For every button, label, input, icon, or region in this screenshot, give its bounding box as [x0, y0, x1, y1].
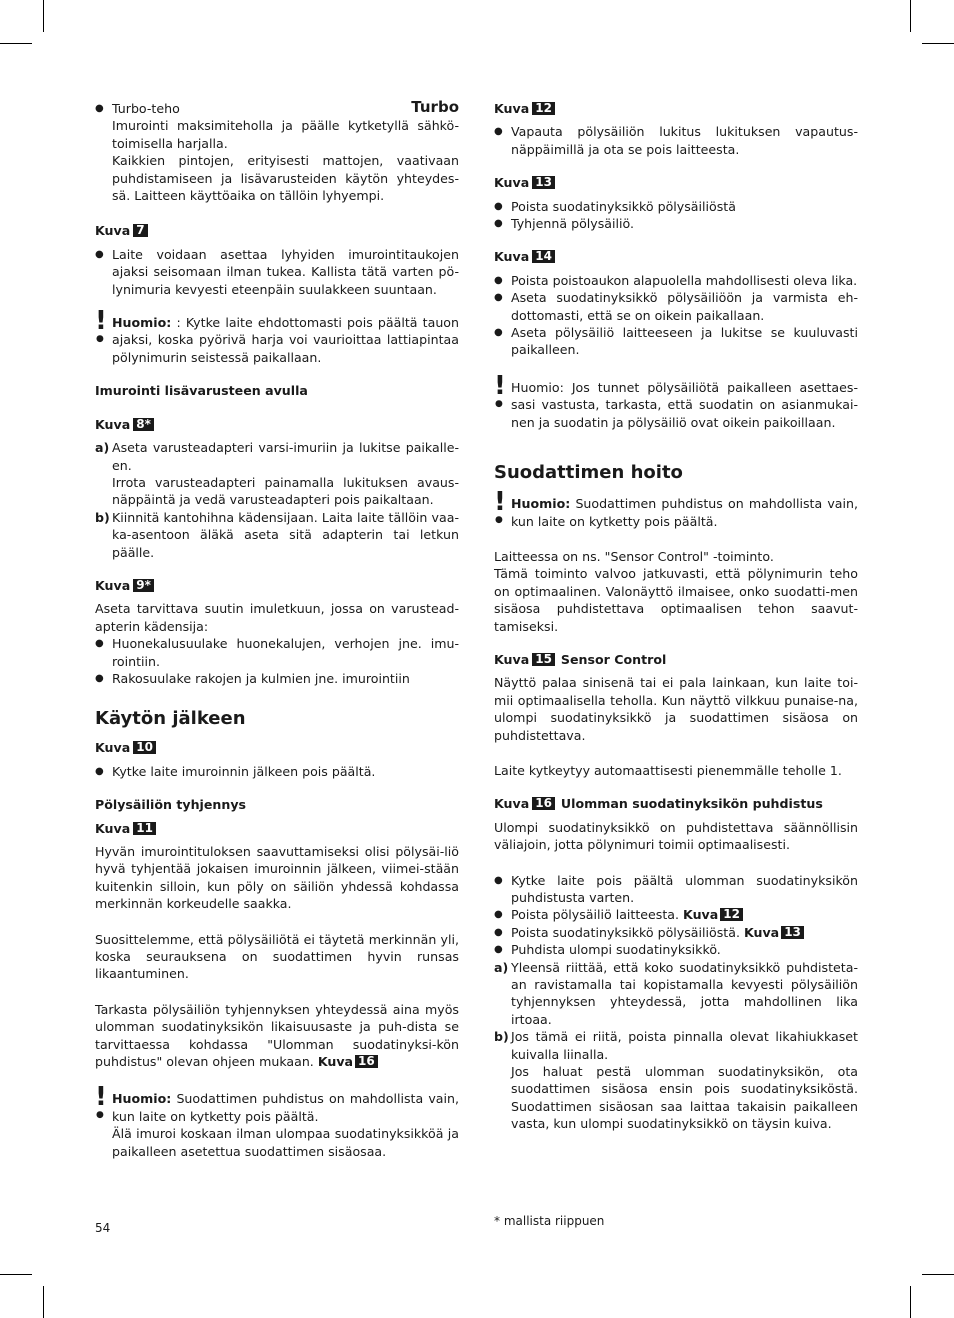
list-item: ● Poista pölysäiliö laitteesta. Kuva 12: [494, 906, 858, 923]
crop-mark: [43, 0, 44, 32]
paragraph: Kaikkien pintojen, erityisesti mattojen, vaativaan puhdistamiseen ja lisävarusteiden käytön yhteydes-sä. Laitteen käyttöaika on tällöin lyhyempi.: [112, 153, 459, 204]
bullet-dot-icon: ●: [96, 1110, 104, 1121]
list-item: ● Puhdista ulompi suodatinyksikkö.: [494, 941, 858, 958]
list-item: ● Poista suodatinyksikkö pölysäiliöstä. Kuva 13: [494, 924, 858, 941]
paragraph: Suosittelemme, että pölysäiliötä ei täytetä merkinnän yli, koska seurauksena on suodattimen hyvin runsas likaantuminen.: [95, 931, 459, 982]
crop-mark: [922, 1274, 954, 1275]
exclamation-icon: !: [95, 306, 107, 337]
paragraph: Laite kytkeytyy automaattisesti pienemmälle teholle 1.: [494, 762, 842, 778]
turbo-section: [95, 100, 459, 204]
step-b: b) Kiinnitä kantohihna kädensijaan. Laita laite tällöin vaa-ka-asentoon äläkä aseta sitä adapterin tai letkun päälle.: [95, 509, 459, 560]
warning-note: ! ● Huomio: Jos tunnet pölysäiliötä paikalleen asettaes-sasi vastusta, tarkasta, että suodatin on asianmukai-nen ja suodatin ja pölysäiliö ovat oikein paikoillaan.: [494, 370, 858, 430]
figure-ref-14: Kuva 14: [494, 248, 858, 265]
step-a: a) Yleensä riittää, että koko suodatinyksikkö puhdisteta-an ravistamalla tai kopistamalla kevyesti pölysäiliön tyhjennyksen yhteydessä, jotta mahdollinen lika irtoaa.: [494, 959, 858, 1027]
footnote: * mallista riippuen: [494, 1214, 605, 1228]
paragraph: Aseta tarvittava suutin imuletkuun, jossa on varustead-apterin kädensija:: [95, 601, 459, 634]
exclamation-icon: !: [494, 487, 506, 518]
step-a: a) Aseta varusteadapteri varsi-imuriin ja lukitse paikalle-en. Irrota varusteadapteri painamalla lukituksen avaus-näppäintä ja vedä varusteadapteri pois paikaltaan.: [95, 440, 459, 508]
list-item: ● Tyhjennä pölysäiliö.: [494, 215, 858, 232]
figure-ref-8: Kuva 8*: [95, 416, 459, 433]
list-item: ● Aseta pölysäiliö laitteeseen ja lukitse se kuuluvasti paikalleen.: [494, 324, 858, 359]
warning-note: ! ● Huomio: Suodattimen puhdistus on mahdollista vain, kun laite on kytketty pois päältä. Älä imuroi koskaan ilman ulompaa suodatinyksikköä ja paikalleen asetettua suodattimen sisäosaa.: [95, 1082, 459, 1159]
turbo-tag: Turbo: [411, 98, 459, 116]
paragraph: Hyvän imurointituloksen saavuttamiseksi olisi pölysäi-liö hyvä tyhjentää jokaisen imuroinnin jälkeen, viimei-stään kuitenkin silloin, kun pöly on säiliön yhdessä kohdassa merkinnän korkeudelle saakka.: [95, 844, 459, 912]
warning-note: ! ● Huomio: : Kytke laite ehdottomasti pois päältä tauon ajaksi, koska pyörivä harja voi vaurioittaa lattiapintaa pölynimurin seistessä paikallaan.: [95, 306, 459, 365]
paragraph: Ulompi suodatinyksikkö on puhdistettava säännöllisin väliajoin, jotta pölynimuri toimii optimaalisesti.: [494, 819, 858, 853]
figure-ref-10: Kuva 10: [95, 739, 459, 756]
list-item: ● Poista suodatinyksikkö pölysäiliöstä: [494, 198, 858, 215]
figure-ref-9: Kuva 9*: [95, 577, 459, 594]
list-item: ● Kytke laite pois päältä ulomman suodatinyksikön puhdistusta varten.: [494, 872, 858, 907]
paragraph: Näyttö palaa sinisenä tai ei pala lainkaan, kun laite toi-mii optimaalisella teholla. Kun näyttö vilkkuu punaise-na, ulompi suodatinyksikkö ja suodattimen sisäosa on puhdistettava.: [494, 675, 858, 743]
list-item: ● Rakosuulake rakojen ja kulmien jne. imurointiin: [95, 670, 459, 687]
paragraph: Tämä toiminto valvoo jatkuvasti, että pölynimurin teho on optimaalinen. Valonäyttö ilmaisee, onko suodatti-men sisäosa puhdistettava optimaalisen tehon saavut-tamiseksi.: [494, 566, 858, 634]
crop-mark: [910, 0, 911, 32]
paragraph: Imurointi maksimiteholla ja päälle kytketyllä sähkö-toimisella harjalla.: [112, 118, 459, 151]
right-column: [494, 100, 858, 1133]
bullet-dot-icon: ●: [96, 334, 104, 345]
exclamation-icon: !: [95, 1082, 107, 1113]
list-item: ● Huonekalusuulake huonekalujen, verhojen jne. imu-rointiin.: [95, 635, 459, 670]
bullet-dot-icon: ●: [495, 398, 503, 409]
list-item: ● Vapauta pölysäiliön lukitus lukituksen vapautus-näppäimillä ja ota se pois laitteesta.: [494, 123, 858, 158]
crop-mark: [0, 43, 32, 44]
crop-mark: [910, 1286, 911, 1318]
bullet-dot-icon: ●: [495, 515, 503, 526]
section-title: Käytön jälkeen: [95, 708, 246, 730]
crop-mark: [922, 43, 954, 44]
warning-note: ! ● Huomio: Suodattimen puhdistus on mahdollista vain, kun laite on kytketty pois päältä.: [494, 487, 858, 529]
left-column: [95, 100, 459, 1160]
figure-ref-16: Kuva 16 Ulomman suodatinyksikön puhdistus: [494, 796, 823, 812]
figure-ref-13: Kuva 13: [494, 174, 858, 191]
section-title: Suodattimen hoito: [494, 462, 683, 484]
figure-ref-11: Kuva 11: [95, 820, 459, 837]
section-heading: Pölysäiliön tyhjennys: [95, 797, 247, 813]
paragraph: Tarkasta pölysäiliön tyhjennyksen yhteydessä aina myös ulomman suodatinyksikön likaisuusaste ja puh-dista se tarvittaessa kohdassa "Ulomman suodatinyksi-kön puhdistus" olevan ohjeen mukaan. Kuva 16: [95, 1001, 459, 1070]
list-item: ● Laite voidaan asettaa lyhyiden imurointitaukojen ajaksi seisomaan ilman tukea. Kallista tätä varten pö-lynimuria kevyesti eteenpäin suulakkeen suuntaan.: [95, 246, 459, 298]
paragraph: Laitteessa on ns. "Sensor Control" -toiminto.: [494, 548, 774, 564]
crop-mark: [0, 1274, 32, 1275]
list-item: ● Aseta suodatinyksikkö pölysäiliöön ja varmista eh-dottomasti, että se on oikein paikallaan.: [494, 289, 858, 324]
list-item: ● Kytke laite imuroinnin jälkeen pois päältä.: [95, 763, 459, 780]
figure-ref-15: Kuva 15 Sensor Control: [494, 651, 667, 667]
figure-ref-7: Kuva 7: [95, 222, 459, 239]
page-number: 54: [95, 1221, 111, 1235]
exclamation-icon: !: [494, 370, 506, 401]
section-heading: Imurointi lisävarusteen avulla: [95, 383, 308, 399]
figure-ref-12: Kuva 12: [494, 100, 858, 117]
step-b: b) Jos tämä ei riitä, poista pinnalla olevat likahiukkaset kuivalla liinalla. Jos haluat pestä ulomman suodatinyksikön, ota suodattimen sisäosa ensin pois suodatinyksiköstä. Suodattimen sisäosan saa laittaa takaisin paikalleen vasta, kun ulompi suodatinyksikkö on täysin kuiva.: [494, 1029, 858, 1132]
list-item: ● Turbo-teho: [95, 100, 459, 117]
crop-mark: [43, 1286, 44, 1318]
list-item: ● Poista poistoaukon alapuolella mahdollisesti oleva lika.: [494, 272, 858, 289]
